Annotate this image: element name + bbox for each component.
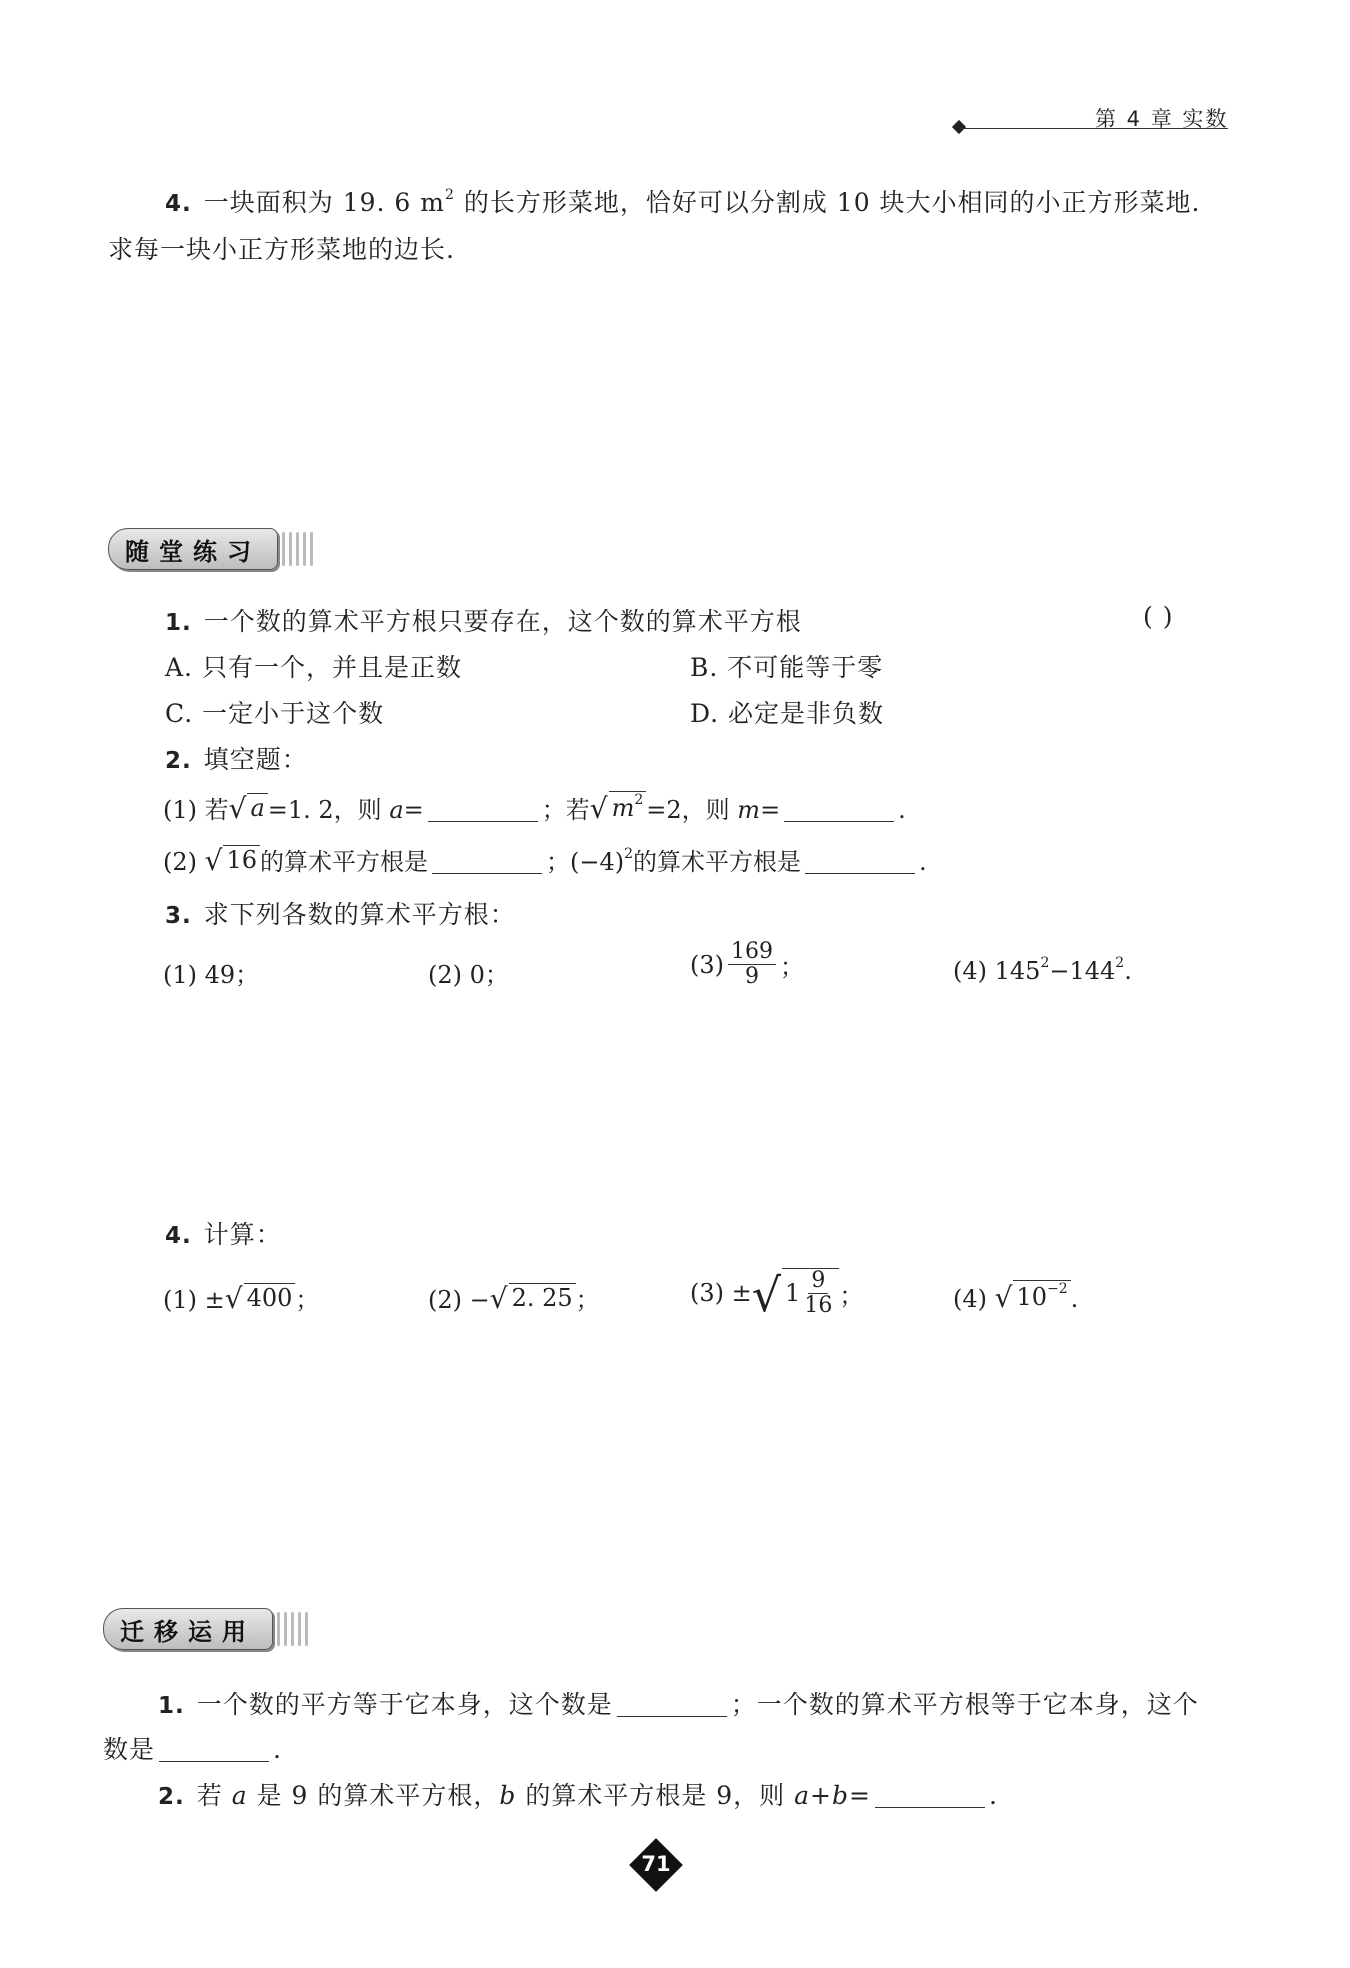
option-a[interactable]: A. 只有一个，并且是正数 (165, 653, 462, 682)
q3-item4 (953, 955, 1132, 985)
answer-parentheses[interactable]: ( ) (1143, 602, 1174, 631)
q3-stem (165, 895, 516, 931)
math-text: ； (575, 1286, 600, 1314)
variable: a (231, 1781, 248, 1810)
sqrt-expression: √ 400 (225, 1283, 296, 1313)
math-text: . (988, 1781, 998, 1810)
numerator: 9 (808, 1269, 828, 1294)
math-text: ；若 (541, 796, 590, 824)
equals-sign: = (403, 796, 424, 824)
question-text: 一个数的算术平方根只要存在，这个数的算术平方根 (203, 607, 802, 636)
header-rule (960, 128, 1228, 129)
s2-q1-line2 (103, 1730, 282, 1766)
radicand: 400 (244, 1283, 296, 1313)
banner-stripes (282, 532, 313, 566)
math-text: ；(−4) (546, 848, 625, 876)
question-text: 是 9 的算术平方根， (247, 1781, 500, 1810)
superscript: 2 (624, 846, 634, 862)
answer-blank[interactable] (784, 797, 894, 822)
question-number: 1. (158, 1693, 185, 1719)
variable: a (389, 796, 404, 824)
q3-item2: (2) 0； (428, 961, 509, 989)
math-text: . (1124, 957, 1132, 985)
q4-item2 (428, 1280, 600, 1315)
q2-stem (165, 740, 308, 776)
equals-sign: = (760, 796, 781, 824)
q4-stem (165, 1215, 282, 1251)
radicand: m (611, 794, 635, 823)
q3-item3 (690, 940, 804, 989)
problem-text: 一块面积为 19. 6 m (203, 188, 445, 217)
question-text: 填空题： (203, 745, 308, 774)
q1-stem (165, 602, 802, 638)
math-text: 的算术平方根是 (260, 848, 429, 876)
answer-blank[interactable] (159, 1737, 269, 1762)
s2-q1-line1 (158, 1685, 1199, 1721)
math-text: =2，则 (646, 796, 738, 824)
question-text: 计算： (203, 1220, 282, 1249)
math-text: 的算术平方根是 (633, 848, 802, 876)
radicand: a (247, 793, 267, 823)
math-text: ； (780, 953, 804, 982)
answer-blank[interactable] (805, 849, 915, 874)
sqrt-expression: √ $m^2$ (590, 791, 647, 823)
denominator: 16 (804, 1293, 833, 1319)
question-number: 2. (158, 1784, 185, 1810)
radicand: 10 (1016, 1283, 1048, 1311)
banner-stripes (277, 1612, 308, 1646)
question-text: 求下列各数的算术平方根： (203, 900, 516, 929)
option-b[interactable]: B. 不可能等于零 (690, 653, 884, 682)
header-diamond-ornament (952, 120, 966, 134)
sqrt-expression: √ 1 $\frac{9}{16}$ (752, 1268, 840, 1318)
superscript: 2 (634, 792, 644, 809)
superscript: 2 (1115, 955, 1125, 971)
sqrt-expression: √ a (229, 793, 268, 823)
answer-blank[interactable] (428, 797, 538, 822)
math-text: . (919, 848, 927, 876)
sqrt-expression: √ 16 (205, 845, 260, 875)
sqrt-expression: √ $10^{-2}$ (995, 1280, 1071, 1312)
answer-blank[interactable] (432, 849, 542, 874)
s2-q2 (158, 1776, 998, 1812)
math-text: . (273, 1735, 282, 1764)
part-label: (1) ± (163, 1286, 225, 1314)
q4-item4 (953, 1280, 1078, 1313)
math-text: −144 (1049, 957, 1116, 985)
question-number: 1. (165, 610, 192, 636)
section-title: 迁移运用 (103, 1608, 273, 1650)
section-title: 随堂练习 (108, 528, 278, 570)
numerator: 169 (728, 940, 776, 965)
q4-item1 (163, 1280, 319, 1315)
superscript: −2 (1047, 1281, 1068, 1297)
part-label: (3) ± (690, 1279, 752, 1308)
expression: a+b (794, 1781, 849, 1810)
question-text: 数是 (103, 1735, 156, 1764)
question-text: ；一个数的算术平方根等于它本身，这个 (730, 1690, 1199, 1719)
q3-item1: (1) 49； (163, 961, 260, 989)
equals-sign: = (848, 1781, 871, 1810)
radicand: 16 (223, 845, 260, 875)
variable: b (499, 1781, 517, 1810)
variable: m (737, 796, 761, 824)
math-text: . (898, 796, 906, 824)
part-label: (4) (953, 1284, 995, 1313)
superscript: 2 (444, 187, 455, 203)
math-text: =1. 2，则 (267, 796, 390, 824)
sqrt-expression: √ 2. 25 (490, 1283, 576, 1313)
denominator: 9 (745, 964, 759, 990)
problem-4-top-line1 (165, 183, 1201, 219)
part-label: (1) 若 (163, 796, 229, 824)
question-text: 的算术平方根是 9，则 (516, 1781, 795, 1810)
part-label: (3) (690, 950, 724, 979)
part-label: (2) − (428, 1286, 490, 1314)
radicand: 2. 25 (509, 1283, 576, 1313)
whole-number: 1 (785, 1279, 801, 1308)
q4-item3 (690, 1268, 864, 1323)
option-d[interactable]: D. 必定是非负数 (690, 699, 885, 728)
math-text: (4) 145 (953, 957, 1041, 985)
section-banner-transfer-application (103, 1605, 308, 1653)
question-number: 3. (165, 903, 192, 929)
problem-4-top-line2: 求每一块小正方形菜地的边长. (108, 235, 455, 264)
q2-part1 (163, 790, 906, 825)
question-text: 若 (196, 1781, 232, 1810)
fraction (804, 1269, 832, 1318)
math-text: ； (839, 1281, 864, 1310)
option-c[interactable]: C. 一定小于这个数 (165, 699, 385, 728)
section-banner-in-class-practice (108, 525, 313, 573)
superscript: 2 (1040, 955, 1050, 971)
answer-blank[interactable] (875, 1783, 985, 1808)
chapter-header: 第 4 章 实数 (1095, 107, 1229, 131)
problem-text: 的长方形菜地，恰好可以分割成 10 块大小相同的小正方形菜地. (454, 188, 1201, 217)
fraction (728, 940, 776, 989)
question-number: 4. (165, 1223, 192, 1249)
q2-part2 (163, 842, 927, 877)
question-text: 一个数的平方等于它本身，这个数是 (196, 1690, 613, 1719)
question-number: 4. (165, 191, 192, 217)
math-text: ； (295, 1286, 320, 1314)
part-label: (2) (163, 848, 205, 876)
page-number: 71 (641, 1852, 671, 1876)
math-text: . (1070, 1284, 1079, 1313)
question-number: 2. (165, 748, 192, 774)
answer-blank[interactable] (617, 1692, 727, 1717)
